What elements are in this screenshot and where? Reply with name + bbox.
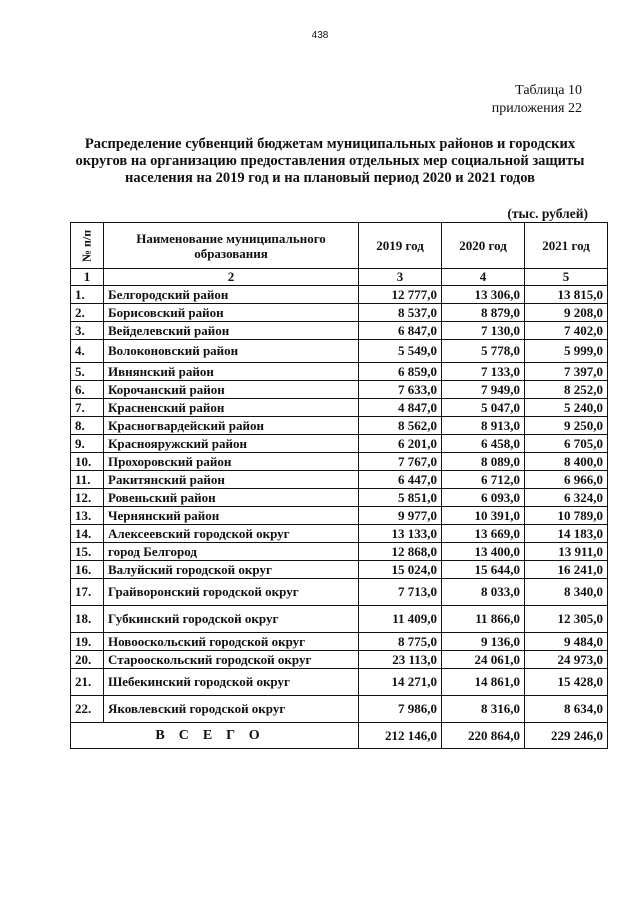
- table-row: [71, 417, 608, 435]
- row-number: 2.: [71, 304, 104, 322]
- page-number: 438: [311, 30, 329, 41]
- row-number: 22.: [71, 696, 104, 723]
- municipality-name: Корочанский район: [104, 381, 359, 399]
- row-number: 9.: [71, 435, 104, 453]
- total-row: [71, 723, 608, 749]
- table-row: [71, 651, 608, 669]
- municipality-name: Прохоровский район: [104, 453, 359, 471]
- value-2020: 6 093,0: [442, 489, 525, 507]
- table-row: [71, 340, 608, 363]
- col-number: 2: [104, 269, 359, 286]
- subvention-table: [70, 222, 608, 749]
- table-row: [71, 561, 608, 579]
- table-reference: [492, 82, 582, 118]
- value-2021: 8 634,0: [525, 696, 608, 723]
- row-number: 13.: [71, 507, 104, 525]
- value-2019: 12 777,0: [359, 286, 442, 304]
- table-row: [71, 304, 608, 322]
- document-title: Распределение субвенций бюджетам муниципальных районов и городских округов на организацию предоставления отдельных мер социальной защиты населения на 2019 год и на плановый период 2020 и 2021 годов: [75, 136, 585, 186]
- row-number: 20.: [71, 651, 104, 669]
- value-2021: 6 324,0: [525, 489, 608, 507]
- municipality-name: Белгородский район: [104, 286, 359, 304]
- municipality-name: город Белгород: [104, 543, 359, 561]
- value-2019: 6 859,0: [359, 363, 442, 381]
- header-row: [71, 223, 608, 269]
- municipality-name: Ровеньский район: [104, 489, 359, 507]
- table-row: [71, 471, 608, 489]
- value-2021: 12 305,0: [525, 606, 608, 633]
- municipality-name: Ивнянский район: [104, 363, 359, 381]
- header-num: № п/п: [71, 223, 104, 269]
- row-number: 6.: [71, 381, 104, 399]
- municipality-name: Старооскольский городской округ: [104, 651, 359, 669]
- table-row: [71, 381, 608, 399]
- table-row: [71, 543, 608, 561]
- municipality-name: Губкинский городской округ: [104, 606, 359, 633]
- value-2019: 6 201,0: [359, 435, 442, 453]
- units-label: (тыс. рублей): [507, 206, 588, 221]
- total-label: ВСЕГО: [71, 723, 359, 749]
- municipality-name: Шебекинский городской округ: [104, 669, 359, 696]
- value-2020: 7 949,0: [442, 381, 525, 399]
- value-2019: 12 868,0: [359, 543, 442, 561]
- row-number: 12.: [71, 489, 104, 507]
- row-number: 5.: [71, 363, 104, 381]
- value-2019: 7 986,0: [359, 696, 442, 723]
- total-2021: 229 246,0: [525, 723, 608, 749]
- value-2021: 14 183,0: [525, 525, 608, 543]
- value-2019: 8 562,0: [359, 417, 442, 435]
- row-number: 8.: [71, 417, 104, 435]
- value-2021: 13 815,0: [525, 286, 608, 304]
- value-2020: 10 391,0: [442, 507, 525, 525]
- value-2021: 5 240,0: [525, 399, 608, 417]
- value-2020: 11 866,0: [442, 606, 525, 633]
- table-row: [71, 606, 608, 633]
- row-number: 14.: [71, 525, 104, 543]
- municipality-name: Краснояружский район: [104, 435, 359, 453]
- table-row: [71, 322, 608, 340]
- municipality-name: Чернянский район: [104, 507, 359, 525]
- table-row: [71, 399, 608, 417]
- municipality-name: Красненский район: [104, 399, 359, 417]
- table-row: [71, 435, 608, 453]
- col-number: 1: [71, 269, 104, 286]
- value-2021: 16 241,0: [525, 561, 608, 579]
- table-row: [71, 363, 608, 381]
- value-2019: 7 767,0: [359, 453, 442, 471]
- header-2020: 2020 год: [442, 223, 525, 269]
- municipality-name: Ракитянский район: [104, 471, 359, 489]
- value-2020: 5 047,0: [442, 399, 525, 417]
- value-2019: 23 113,0: [359, 651, 442, 669]
- value-2019: 7 633,0: [359, 381, 442, 399]
- value-2021: 10 789,0: [525, 507, 608, 525]
- value-2021: 6 966,0: [525, 471, 608, 489]
- value-2020: 8 033,0: [442, 579, 525, 606]
- row-number: 16.: [71, 561, 104, 579]
- value-2021: 8 252,0: [525, 381, 608, 399]
- value-2021: 5 999,0: [525, 340, 608, 363]
- table-ref-line2: приложения 22: [491, 101, 582, 116]
- row-number: 21.: [71, 669, 104, 696]
- row-number: 18.: [71, 606, 104, 633]
- municipality-name: Яковлевский городской округ: [104, 696, 359, 723]
- value-2019: 6 847,0: [359, 322, 442, 340]
- value-2020: 6 458,0: [442, 435, 525, 453]
- municipality-name: Вейделевский район: [104, 322, 359, 340]
- municipality-name: Алексеевский городской округ: [104, 525, 359, 543]
- col-number: 3: [359, 269, 442, 286]
- table-row: [71, 633, 608, 651]
- value-2019: 8 537,0: [359, 304, 442, 322]
- municipality-name: Валуйский городской округ: [104, 561, 359, 579]
- municipality-name: Волоконовский район: [104, 340, 359, 363]
- value-2021: 13 911,0: [525, 543, 608, 561]
- table-row: [71, 669, 608, 696]
- table-row: [71, 286, 608, 304]
- row-number: 4.: [71, 340, 104, 363]
- value-2019: 5 549,0: [359, 340, 442, 363]
- header-2021: 2021 год: [525, 223, 608, 269]
- value-2019: 13 133,0: [359, 525, 442, 543]
- header-2019: 2019 год: [359, 223, 442, 269]
- value-2021: 7 402,0: [525, 322, 608, 340]
- municipality-name: Новооскольский городской округ: [104, 633, 359, 651]
- value-2019: 9 977,0: [359, 507, 442, 525]
- table-row: [71, 489, 608, 507]
- col-number: 5: [525, 269, 608, 286]
- table-ref-line1: Таблица 10: [515, 83, 582, 98]
- value-2021: 15 428,0: [525, 669, 608, 696]
- row-number: 19.: [71, 633, 104, 651]
- municipality-name: Красногвардейский район: [104, 417, 359, 435]
- table-row: [71, 525, 608, 543]
- table-row: [71, 507, 608, 525]
- value-2019: 7 713,0: [359, 579, 442, 606]
- value-2020: 8 913,0: [442, 417, 525, 435]
- value-2019: 4 847,0: [359, 399, 442, 417]
- value-2019: 15 024,0: [359, 561, 442, 579]
- row-number: 15.: [71, 543, 104, 561]
- value-2021: 9 208,0: [525, 304, 608, 322]
- row-number: 7.: [71, 399, 104, 417]
- value-2021: 8 400,0: [525, 453, 608, 471]
- column-number-row: [71, 269, 608, 286]
- value-2019: 11 409,0: [359, 606, 442, 633]
- row-number: 1.: [71, 286, 104, 304]
- value-2020: 8 879,0: [442, 304, 525, 322]
- value-2021: 9 484,0: [525, 633, 608, 651]
- value-2019: 14 271,0: [359, 669, 442, 696]
- row-number: 11.: [71, 471, 104, 489]
- table-row: [71, 696, 608, 723]
- header-name: Наименование муниципального образования: [104, 223, 359, 269]
- row-number: 3.: [71, 322, 104, 340]
- table-row: [71, 453, 608, 471]
- total-2020: 220 864,0: [442, 723, 525, 749]
- value-2020: 15 644,0: [442, 561, 525, 579]
- row-number: 17.: [71, 579, 104, 606]
- municipality-name: Грайворонский городской округ: [104, 579, 359, 606]
- value-2020: 13 400,0: [442, 543, 525, 561]
- value-2021: 24 973,0: [525, 651, 608, 669]
- value-2020: 13 306,0: [442, 286, 525, 304]
- value-2020: 8 089,0: [442, 453, 525, 471]
- row-number: 10.: [71, 453, 104, 471]
- value-2019: 8 775,0: [359, 633, 442, 651]
- value-2021: 8 340,0: [525, 579, 608, 606]
- value-2020: 7 133,0: [442, 363, 525, 381]
- value-2020: 8 316,0: [442, 696, 525, 723]
- value-2020: 5 778,0: [442, 340, 525, 363]
- col-number: 4: [442, 269, 525, 286]
- value-2020: 13 669,0: [442, 525, 525, 543]
- value-2020: 7 130,0: [442, 322, 525, 340]
- value-2020: 14 861,0: [442, 669, 525, 696]
- table-row: [71, 579, 608, 606]
- municipality-name: Борисовский район: [104, 304, 359, 322]
- value-2021: 9 250,0: [525, 417, 608, 435]
- value-2021: 7 397,0: [525, 363, 608, 381]
- value-2019: 6 447,0: [359, 471, 442, 489]
- value-2020: 9 136,0: [442, 633, 525, 651]
- value-2021: 6 705,0: [525, 435, 608, 453]
- value-2020: 6 712,0: [442, 471, 525, 489]
- value-2020: 24 061,0: [442, 651, 525, 669]
- value-2019: 5 851,0: [359, 489, 442, 507]
- total-2019: 212 146,0: [359, 723, 442, 749]
